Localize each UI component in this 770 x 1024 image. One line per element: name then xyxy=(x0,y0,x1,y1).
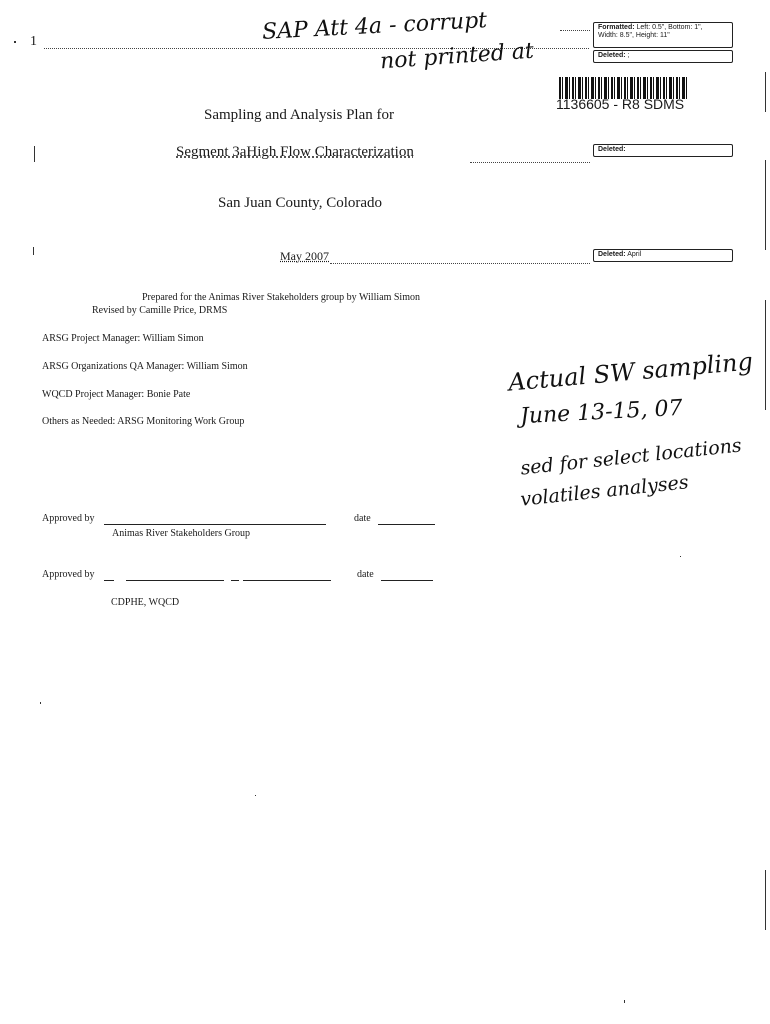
deleted-label: Deleted: xyxy=(598,251,626,258)
segment-title: Segment 3aHigh Flow Characterization xyxy=(176,144,414,160)
leader-line xyxy=(470,162,590,163)
document-id: 1136605 - R8 SDMS xyxy=(556,96,685,112)
approver-organization: CDPHE, WQCD xyxy=(111,597,180,608)
formatted-text: Left: 0.5", Bottom: 1", xyxy=(636,24,703,31)
handwritten-note: Actual SW sampling xyxy=(507,347,754,397)
approved-by-label: Approved by xyxy=(42,569,95,580)
handwritten-note: June 13-15, 07 xyxy=(519,395,684,430)
role-line: Others as Needed: ARSG Monitoring Work Group xyxy=(42,416,245,427)
signature-line[interactable] xyxy=(243,580,331,581)
leader-line xyxy=(330,263,590,264)
location: San Juan County, Colorado xyxy=(218,195,383,211)
scan-mark xyxy=(624,1000,625,1003)
deleted-label: Deleted: xyxy=(598,146,626,153)
deleted-balloon-2 xyxy=(593,144,733,157)
signature-line[interactable] xyxy=(231,580,239,581)
document-title: Sampling and Analysis Plan for xyxy=(204,107,394,123)
handwritten-note-top-2: not printed at xyxy=(379,38,535,75)
deleted-balloon-1 xyxy=(593,50,733,63)
scan-mark xyxy=(40,702,41,704)
scan-mark: 1 xyxy=(30,34,37,49)
leader-line xyxy=(560,30,590,31)
deleted-balloon-3 xyxy=(593,249,733,262)
handwritten-note: sed for select locations xyxy=(519,434,743,480)
date-line[interactable] xyxy=(381,580,433,581)
handwritten-note: volatiles analyses xyxy=(519,471,690,511)
scan-mark xyxy=(255,795,256,796)
scan-mark xyxy=(765,870,766,930)
formatted-text-2: Width: 8.5", Height: 11" xyxy=(598,32,670,39)
revised-by: Revised by Camille Price, DRMS xyxy=(92,305,228,316)
scan-mark xyxy=(765,160,766,250)
signature-line[interactable] xyxy=(104,524,326,525)
role-line: ARSG Project Manager: William Simon xyxy=(42,333,204,344)
scan-mark xyxy=(680,556,681,557)
scan-mark xyxy=(14,41,16,43)
date-label: date xyxy=(357,569,374,580)
approver-organization: Animas River Stakeholders Group xyxy=(112,528,251,539)
approved-by-label: Approved by xyxy=(42,513,95,524)
deleted-text: ; xyxy=(627,52,630,59)
scan-mark xyxy=(765,300,766,410)
prepared-by: Prepared for the Animas River Stakeholders group by William Simon xyxy=(142,292,420,303)
document-date: May 2007 xyxy=(280,249,329,263)
formatted-label: Formatted: xyxy=(598,24,635,31)
scan-mark xyxy=(33,247,34,255)
role-line: WQCD Project Manager: Bonie Pate xyxy=(42,389,191,400)
handwritten-note-top: SAP Att 4a - corrupt xyxy=(261,8,488,45)
role-line: ARSG Organizations QA Manager: William Simon xyxy=(42,361,248,372)
date-label: date xyxy=(354,513,371,524)
formatted-balloon xyxy=(593,22,733,48)
deleted-text: April xyxy=(627,251,642,258)
signature-line[interactable] xyxy=(126,580,224,581)
scan-mark xyxy=(765,72,766,112)
signature-line[interactable] xyxy=(104,580,114,581)
scan-mark xyxy=(34,146,35,162)
deleted-label: Deleted: xyxy=(598,52,626,59)
date-line[interactable] xyxy=(378,524,435,525)
